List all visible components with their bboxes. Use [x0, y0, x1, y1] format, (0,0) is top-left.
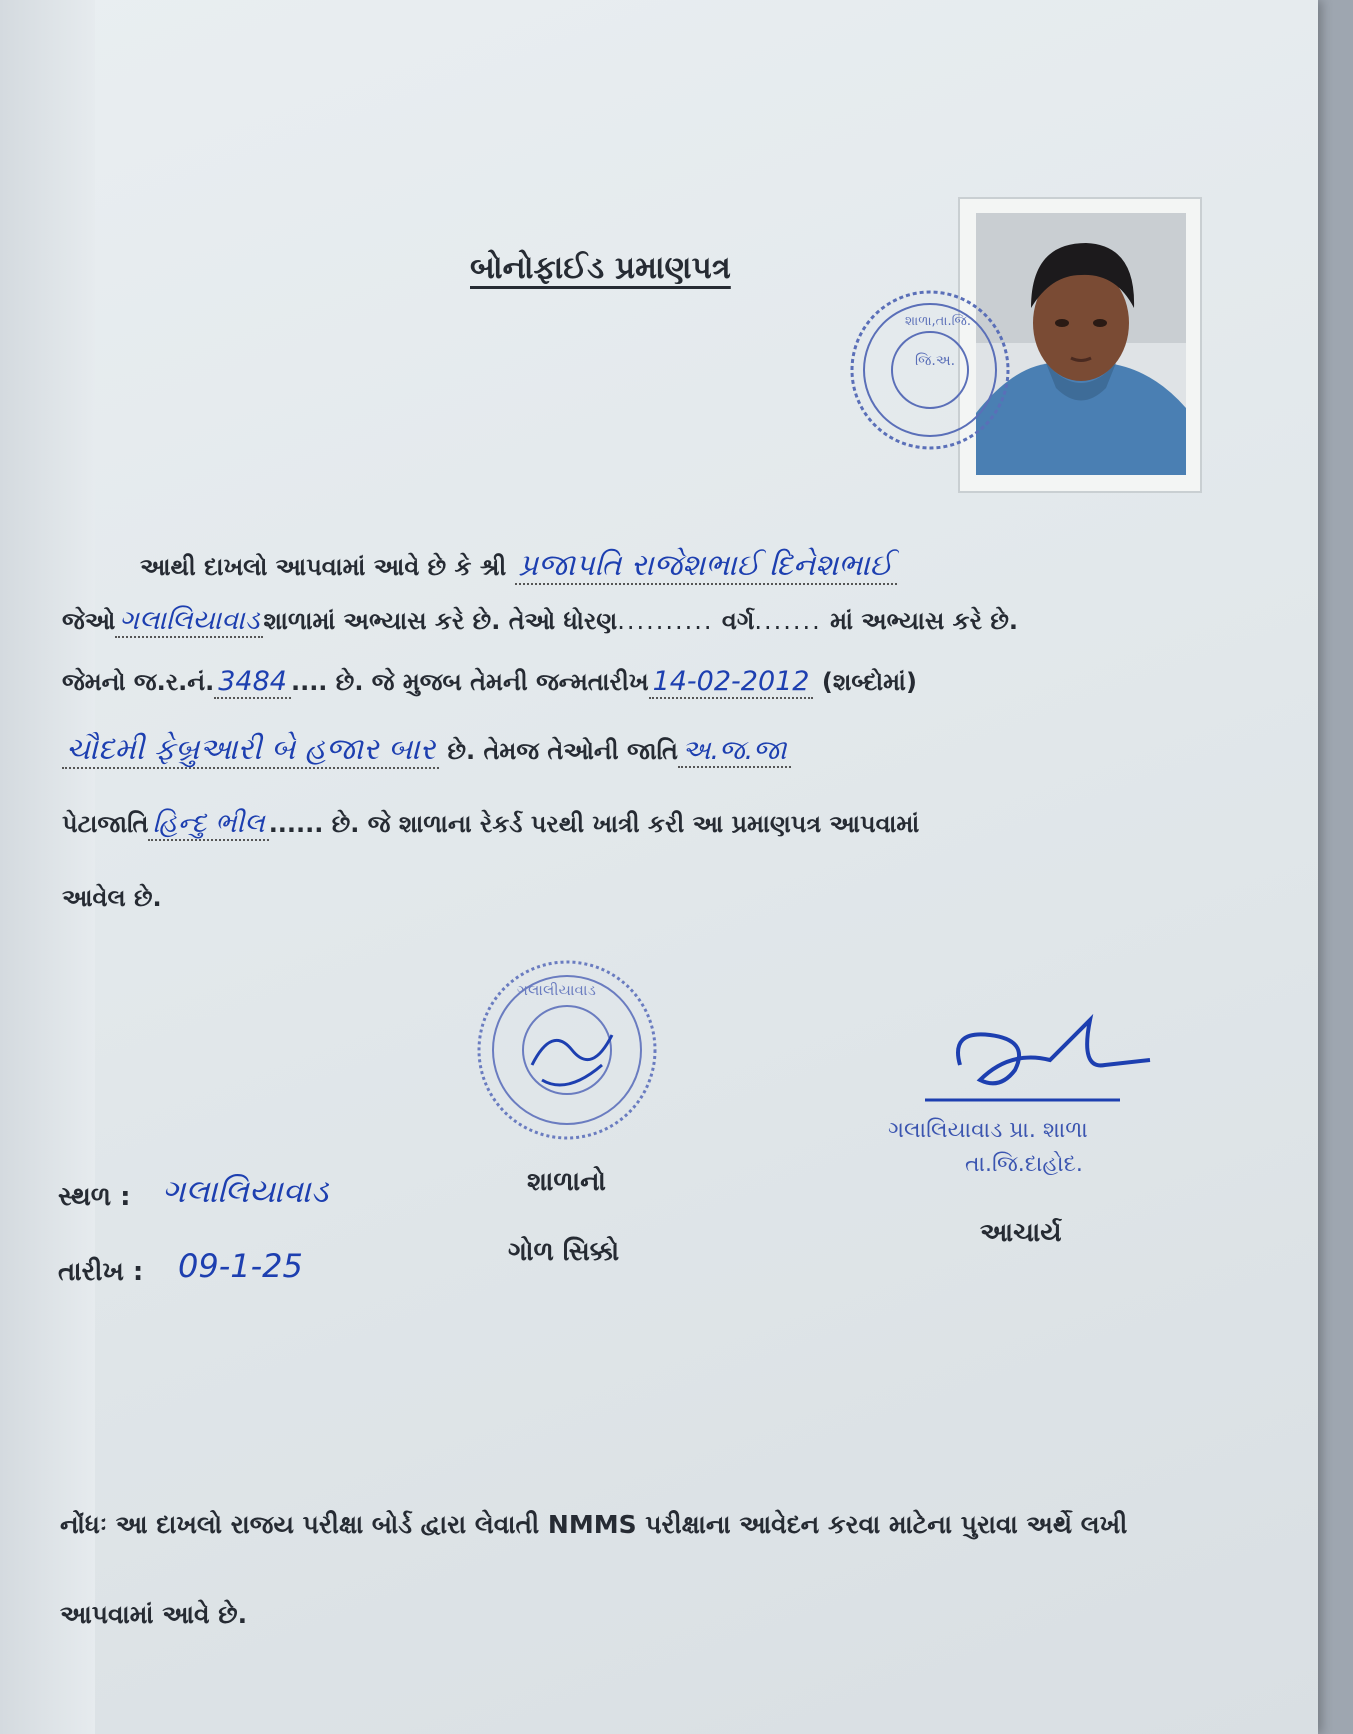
principal-stamp-line1: ગલાલિયાવાડ પ્રા. શાળા — [888, 1118, 1088, 1143]
note-line-2: આપવામાં આવે છે. — [60, 1600, 248, 1629]
body-line-2 — [62, 605, 1018, 637]
line4-mid: છે. તેમજ તેઓની જાતિ — [447, 737, 678, 765]
svg-text:શાળા,તા.જિ.: શાળા,તા.જિ. — [905, 314, 971, 329]
school-seal-top — [845, 285, 1015, 455]
date-label: તારીખ : — [58, 1257, 144, 1287]
date-value: 09-1-25 — [178, 1247, 303, 1285]
principal-signature — [920, 1010, 1170, 1120]
student-name-value: પ્રજાપતિ રાજેશભાઈ દિનેશભાઈ — [515, 548, 897, 585]
seal-label-2: ગોળ સિક્કો — [508, 1237, 620, 1267]
line3-mid: .... છે. જે મુજબ તેમની જન્મતારીખ — [290, 668, 649, 696]
paper-fold-shadow — [0, 0, 95, 1734]
birth-date-value: 14-02-2012 — [649, 666, 814, 699]
certificate-title: બોનોફાઈડ પ્રમાણપત્ર — [470, 250, 731, 286]
school-name-value: ગલાલિયાવાડ — [115, 605, 263, 638]
varg-blank: ....... — [754, 607, 822, 635]
svg-text:ગલાલીયાવાડ: ગલાલીયાવાડ — [517, 981, 596, 999]
body-line-6: આવેલ છે. — [62, 884, 162, 912]
subcaste-value: હિન્દુ ભીલ — [148, 808, 268, 841]
varg-label: વર્ગ — [721, 607, 755, 635]
svg-text:જિ.અ.: જિ.અ. — [915, 353, 956, 369]
caste-value: અ.જ.જા — [678, 735, 791, 768]
body-line-3 — [62, 666, 917, 697]
body-line-5 — [62, 808, 919, 840]
line3-prefix: જેમનો જ.ર.નં. — [62, 668, 215, 696]
line2-suffix: માં અભ્યાસ કરે છે. — [830, 607, 1019, 635]
place-value: ગલાલિયાવાડ — [162, 1172, 329, 1210]
principal-label: આચાર્ય — [980, 1218, 1062, 1248]
line2-mid: શાળામાં અભ્યાસ કરે છે. તેઓ ધોરણ — [263, 607, 618, 635]
seal-label-1: શાળાનો — [527, 1167, 606, 1197]
body-line-1 — [140, 548, 897, 583]
line5-prefix: પેટાજાતિ — [62, 810, 149, 838]
line1-prefix: આથી દાખલો આપવામાં આવે છે કે શ્રી — [140, 553, 507, 581]
line5-suffix: ...... છે. જે શાળાના રેકર્ડ પરથી ખાત્રી કરી આ પ્રમાણપત્ર આપવામાં — [268, 810, 920, 838]
birth-date-words-value: ચૌદમી ફેબ્રુઆરી બે હજાર બાર — [62, 732, 439, 769]
standard-blank: .......... — [617, 607, 714, 635]
register-number-value: 3484 — [214, 666, 291, 699]
place-label: સ્થળ : — [58, 1182, 131, 1212]
school-round-seal — [472, 955, 662, 1145]
line3-suffix: (શબ્દોમાં) — [821, 668, 917, 696]
body-line-4 — [62, 732, 791, 767]
line2-prefix: જેઓ — [62, 607, 116, 635]
principal-stamp-line2: તા.જિ.દાહોદ. — [965, 1152, 1083, 1177]
note-line-1: નોંધઃ આ દાખલો રાજય પરીક્ષા બોર્ડ દ્વારા લેવાતી NMMS પરીક્ષાના આવેદન કરવા માટેના પુરાવા અર્થે લખી — [60, 1510, 1128, 1539]
